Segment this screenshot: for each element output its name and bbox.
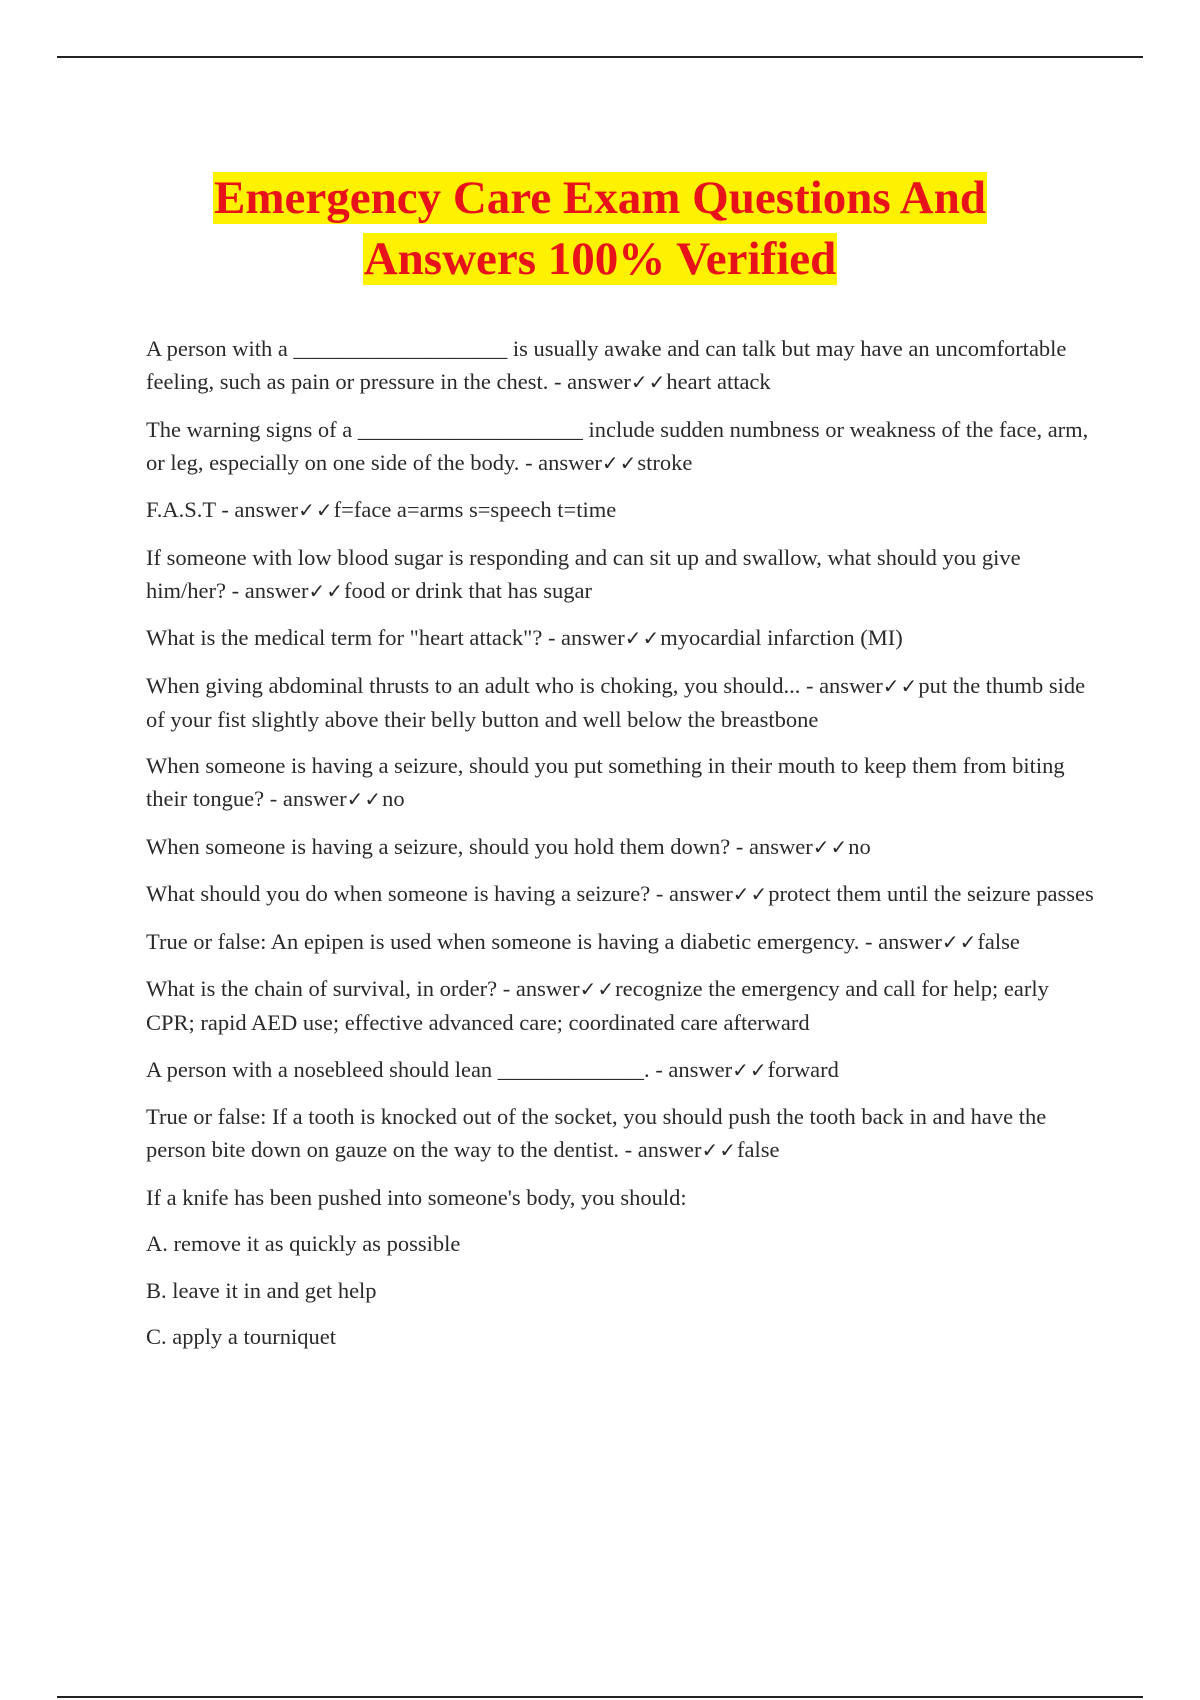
check-marks-icon: ✓✓ <box>732 1057 768 1082</box>
question-text: When someone is having a seizure, should you put something in their mouth to keep them from biting their tongue? <box>146 753 1065 811</box>
question-text: What should you do when someone is having a seizure? <box>146 881 651 906</box>
qa-list <box>146 332 1096 1367</box>
answer-text: protect them until the seizure passes <box>768 881 1094 906</box>
answer-prefix: - answer <box>225 577 309 603</box>
top-rule <box>57 56 1143 58</box>
qa-item <box>146 1100 1096 1167</box>
answer-text: food or drink that has sugar <box>343 577 593 603</box>
answer-text: myocardial infarction (MI) <box>660 625 903 650</box>
question-text: What is the chain of survival, in order? <box>146 976 498 1001</box>
answer-prefix: - answer <box>264 786 347 811</box>
question-text: When giving abdominal thrusts to an adult who is choking, you should... <box>146 672 801 698</box>
check-marks-icon: ✓✓ <box>882 673 919 698</box>
question-text: A person with a nosebleed should lean _____________. <box>146 1056 650 1082</box>
check-marks-icon: ✓✓ <box>579 977 616 1001</box>
qa-item <box>146 541 1096 608</box>
option-c: C. apply a tourniquet <box>146 1324 336 1349</box>
check-marks-icon: ✓✓ <box>941 929 978 954</box>
question-text: The warning signs of a ____________________ include sudden numbness or weakness of the face, arm, or leg, especially on one side of the body. <box>146 416 1089 475</box>
option-a: A. remove it as quickly as possible <box>146 1231 461 1256</box>
answer-prefix: - answer <box>542 625 625 650</box>
question-text: A person with a ___________________ is usually awake and can talk but may have an uncomfortable feeling, such as pain or pressure in the chest. <box>146 336 1067 394</box>
check-marks-icon: ✓✓ <box>630 370 667 394</box>
answer-text: put the thumb side of your fist slightly above their belly button and well below the breastbone <box>146 672 1086 732</box>
question-text: F.A.S.T <box>146 497 216 522</box>
check-marks-icon: ✓✓ <box>812 834 849 859</box>
answer-text: heart attack <box>666 369 771 394</box>
answer-text: false <box>737 1137 780 1162</box>
qa-item <box>146 621 1096 655</box>
qa-item <box>146 413 1096 480</box>
check-marks-icon: ✓✓ <box>298 498 334 522</box>
qa-item <box>146 749 1096 816</box>
answer-text: false <box>977 928 1020 954</box>
title-line-2: Answers 100% Verified <box>363 233 837 285</box>
answer-prefix: - answer <box>215 497 299 522</box>
answer-prefix: - answer <box>619 1137 702 1162</box>
answer-prefix: - answer <box>649 1056 733 1082</box>
title-line-1: Emergency Care Exam Questions And <box>213 172 986 224</box>
qa-item <box>146 493 1096 527</box>
answer-text: forward <box>767 1056 839 1082</box>
question-text: What is the medical term for "heart attack"? <box>146 625 543 650</box>
qa-item <box>146 877 1096 911</box>
check-marks-icon: ✓✓ <box>624 626 661 650</box>
check-marks-icon: ✓✓ <box>346 787 383 811</box>
check-marks-icon: ✓✓ <box>308 578 344 603</box>
bottom-rule <box>57 1696 1143 1698</box>
question-text: True or false: An epipen is used when someone is having a diabetic emergency. <box>146 928 860 954</box>
qa-item <box>146 830 1096 864</box>
check-marks-icon: ✓✓ <box>701 1138 738 1162</box>
check-marks-icon: ✓✓ <box>732 882 769 906</box>
answer-prefix: - answer <box>548 369 631 394</box>
document-title <box>100 168 1100 290</box>
answer-prefix: - answer <box>519 449 602 475</box>
qa-item <box>146 669 1096 736</box>
question-text: When someone is having a seizure, should you hold them down? <box>146 833 731 859</box>
qa-item <box>146 332 1096 399</box>
option-b: B. leave it in and get help <box>146 1277 377 1303</box>
answer-text: stroke <box>637 449 693 475</box>
answer-prefix: - answer <box>730 833 813 859</box>
question-text: True or false: If a tooth is knocked out of the socket, you should push the tooth back in and have the person bite down on gauze on the way to the dentist. <box>146 1104 1047 1162</box>
answer-prefix: - answer <box>800 672 883 698</box>
qa-item <box>146 972 1096 1039</box>
answer-text: recognize the emergency and call for help; early CPR; rapid AED use; effective advanced care; coordinated care afterward <box>146 976 1049 1035</box>
qa-item <box>146 925 1096 959</box>
answer-text: f=face a=arms s=speech t=time <box>333 497 617 522</box>
answer-prefix: - answer <box>497 976 580 1001</box>
answer-text: no <box>382 786 405 811</box>
open-question: If a knife has been pushed into someone's body, you should: <box>146 1184 687 1210</box>
check-marks-icon: ✓✓ <box>601 450 638 475</box>
answer-prefix: - answer <box>859 928 942 954</box>
qa-item <box>146 1053 1096 1087</box>
answer-prefix: - answer <box>650 881 733 906</box>
answer-text: no <box>848 833 871 859</box>
question-text: If someone with low blood sugar is responding and can sit up and swallow, what should you give him/her? <box>146 544 1021 603</box>
